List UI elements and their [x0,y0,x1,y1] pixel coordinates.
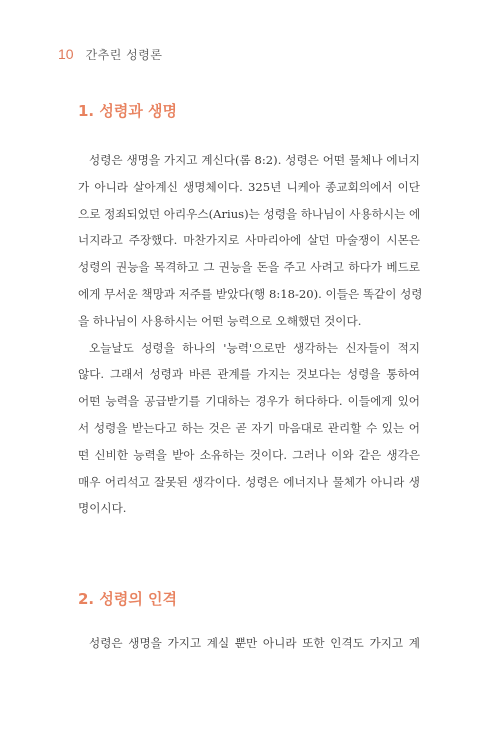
running-title: 간추린 성령론 [85,48,163,62]
paragraph-line: 매우 어리석고 잘못된 생각이다. 성령은 에너지나 물체가 아니라 생 [78,474,420,489]
paragraph-line: 으로 정죄되었던 아리우스(Arius)는 성령을 하나님이 사용하시는 에 [78,206,421,221]
paragraph-line: 어떤 능력을 공급받기를 기대하는 경우가 허다하다. 이들에게 있어 [78,394,420,409]
section-heading-life: 1. 성령과 생명 [78,102,178,120]
paragraph-line: 너지라고 주장했다. 마찬가지로 사마리아에 살던 마술쟁이 시몬은 [78,233,420,248]
paragraph-line: 에게 무서운 책망과 저주를 받았다(행 8:18-20). 이들은 똑같이 성령 [78,286,423,301]
page-number: 10 [58,46,74,62]
section-body-life [78,147,423,522]
paragraph-line: 가 아니라 살아계신 생명체이다. 325년 니케아 종교회의에서 이단 [78,179,420,194]
paragraph-line: 떤 신비한 능력을 받아 소유하는 것이다. 그러나 이와 같은 생각은 [78,447,420,462]
section-heading-personality: 2. 성령의 인격 [78,590,178,608]
paragraph-line: 않다. 그래서 성령과 바른 관계를 가지는 것보다는 성령을 통하여 [78,367,420,382]
paragraph-line: 오늘날도 성령을 하나의 '능력'으로만 생각하는 신자들이 적지 [89,340,420,355]
section-body-personality [78,630,420,657]
page-header [58,46,162,63]
paragraph-line: 을 하나님이 사용하시는 어떤 능력으로 오해했던 것이다. [78,313,362,328]
paragraph-line: 명이시다. [78,501,127,516]
paragraph-line: 서 성령을 받는다고 하는 것은 곧 자기 마음대로 관리할 수 있는 어 [78,420,420,435]
paragraph-line: 성령은 생명을 가지고 계실 뿐만 아니라 또한 인격도 가지고 계 [89,636,420,650]
paragraph-line: 성령의 권능을 목격하고 그 권능을 돈을 주고 사려고 하다가 베드로 [78,260,420,275]
paragraph-line: 성령은 생명을 가지고 계신다(롬 8:2). 성령은 어떤 물체나 에너지 [89,153,420,167]
